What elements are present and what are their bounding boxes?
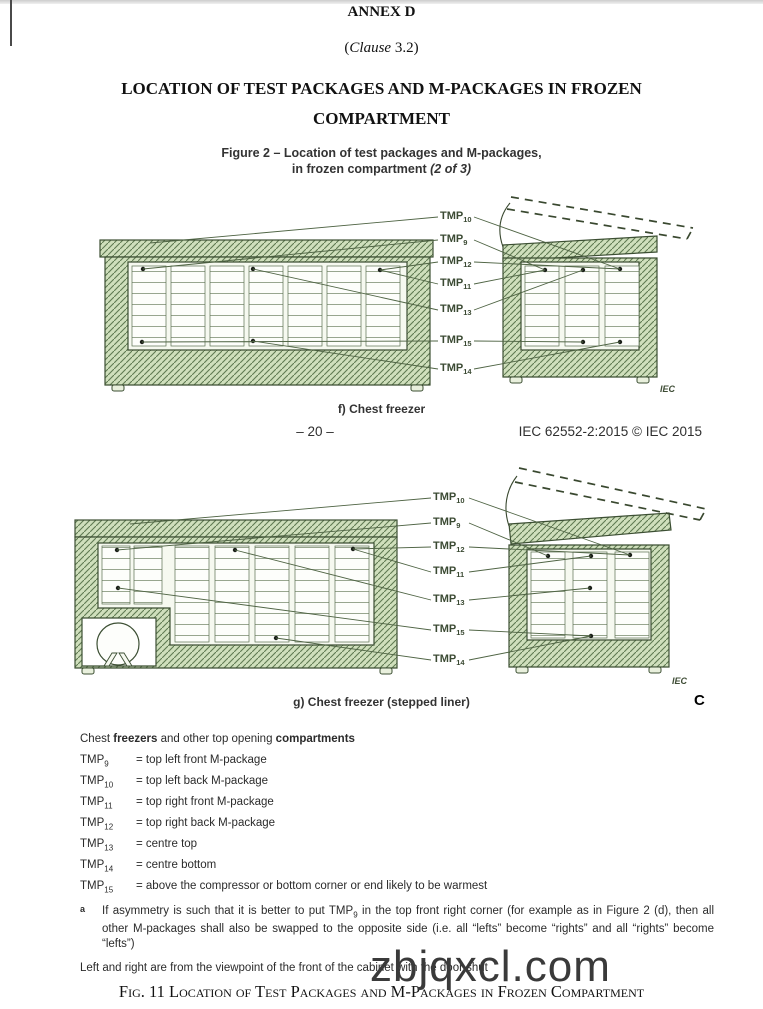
document-reference: IEC 62552-2:2015 © IEC 2015 bbox=[518, 424, 702, 439]
tmp-label bbox=[440, 277, 471, 291]
legend-heading-part: Chest bbox=[80, 733, 114, 745]
legend-block bbox=[80, 733, 720, 974]
legend-item bbox=[80, 775, 720, 796]
tmp-definition: = top left back M-package bbox=[136, 775, 269, 787]
figure-g-caption: g) Chest freezer (stepped liner) bbox=[293, 695, 470, 709]
tmp-base: TMP bbox=[440, 233, 464, 245]
tmp-sub: 9 bbox=[456, 521, 461, 531]
tmp-label bbox=[440, 233, 467, 247]
annex-title: ANNEX D bbox=[347, 4, 416, 20]
tmp-base: TMP bbox=[440, 334, 464, 346]
chest-freezer-front-view bbox=[100, 240, 433, 391]
tmp-base: TMP bbox=[440, 362, 464, 374]
tmp-term: $TMP_{13}$ bbox=[80, 838, 114, 853]
watermark: zbjqxcl.com bbox=[370, 942, 611, 991]
viewpoint-note: Left and right are from the viewpoint of the front of the cabinet with the door shut bbox=[80, 962, 488, 975]
legend-item bbox=[80, 817, 720, 838]
legend-item bbox=[80, 754, 720, 775]
tmp-label bbox=[440, 303, 472, 317]
legend-item bbox=[80, 796, 720, 817]
tmp-sub: 10 bbox=[456, 496, 465, 506]
tmp-term: $TMP_{11}$ bbox=[80, 796, 113, 811]
tmp-label bbox=[433, 540, 465, 554]
corner-mark: C bbox=[694, 692, 705, 709]
tmp-sub: 10 bbox=[463, 215, 472, 225]
tmp-sub: 14 bbox=[463, 367, 472, 377]
figure-2-title-line2 bbox=[0, 161, 763, 177]
tmp-sub: 14 bbox=[456, 658, 465, 668]
legend-item bbox=[80, 859, 720, 880]
iec-mark: IEC bbox=[660, 384, 676, 394]
tmp-label bbox=[433, 491, 465, 505]
tmp-label bbox=[440, 210, 472, 224]
tmp-label bbox=[433, 516, 460, 530]
main-title bbox=[0, 74, 763, 134]
tmp-sub: 12 bbox=[463, 260, 472, 270]
clause-rest: 3.2) bbox=[391, 40, 419, 56]
tmp-base: TMP bbox=[440, 210, 464, 222]
stepped-freezer-front-view bbox=[75, 520, 397, 674]
tmp-definition: = centre bottom bbox=[136, 859, 217, 871]
legend-item bbox=[80, 838, 720, 859]
tmp-term: $TMP_{14}$ bbox=[80, 859, 114, 874]
footnote-text: If asymmetry is such that it is better to put $TMP_9$ in the top front right corner (for example as in Figure 2 (d), then all other M-packages shall also be swapped to the opposite side (i.e. all “lefts” become “rights” and all “rights” become “lefts”) bbox=[102, 905, 715, 951]
clause-open: ( bbox=[344, 40, 350, 56]
tmp-definition: = top right front M-package bbox=[136, 796, 274, 808]
tmp-term: $TMP_{15}$ bbox=[80, 880, 114, 895]
tmp-base: TMP bbox=[433, 491, 457, 503]
tmp-sub: 11 bbox=[463, 282, 472, 292]
legend-item bbox=[80, 880, 720, 901]
figure-2-title-sheet-count: (2 of 3) bbox=[430, 162, 472, 176]
figure-2-title-line2-text: in frozen compartment bbox=[291, 162, 431, 176]
tmp-sub: 15 bbox=[463, 339, 472, 349]
tmp-term: $TMP_{12}$ bbox=[80, 817, 114, 832]
tmp-label bbox=[440, 362, 472, 376]
legend-heading-part-bold: compartments bbox=[275, 733, 355, 745]
legend-heading bbox=[80, 733, 720, 745]
tmp-term: $TMP_9$ bbox=[80, 754, 109, 769]
fig11-caption: Fig. 11 Location of Test Packages and M-Packages in Frozen Compartment bbox=[118, 982, 645, 1001]
page-number: – 20 – bbox=[296, 424, 334, 439]
tmp-label bbox=[440, 255, 472, 269]
tmp-base: TMP bbox=[433, 565, 457, 577]
clause-reference bbox=[0, 40, 763, 57]
tmp-base: TMP bbox=[440, 277, 464, 289]
tmp-term: $TMP_{10}$ bbox=[80, 775, 114, 790]
clause-word: Clause bbox=[349, 40, 392, 56]
chest-freezer-diagram bbox=[60, 195, 763, 400]
tmp-base: TMP bbox=[433, 516, 457, 528]
tmp-sub: 11 bbox=[456, 570, 465, 580]
iec-mark: IEC bbox=[672, 676, 688, 686]
tmp-label bbox=[433, 623, 465, 637]
figure-2-title-line1: Figure 2 – Location of test packages and M-packages, bbox=[221, 146, 542, 160]
tmp-base: TMP bbox=[433, 593, 457, 605]
legend-heading-part-bold: freezers bbox=[113, 733, 158, 745]
tmp-base: TMP bbox=[440, 303, 464, 315]
tmp-label bbox=[433, 565, 464, 579]
tmp-definition: = top right back M-package bbox=[136, 817, 276, 829]
tmp-base: TMP bbox=[433, 540, 457, 552]
tmp-base: TMP bbox=[433, 623, 457, 635]
figure-2-title bbox=[0, 145, 763, 177]
legend-heading-part: and other top opening bbox=[157, 733, 276, 745]
tmp-sub: 13 bbox=[456, 598, 465, 608]
tmp-label bbox=[433, 593, 465, 607]
footnote-marker: a bbox=[80, 904, 86, 914]
tmp-sub: 15 bbox=[456, 628, 465, 638]
tmp-label bbox=[433, 653, 465, 667]
tmp-sub: 13 bbox=[463, 308, 472, 318]
main-title-line2: COMPARTMENT bbox=[313, 109, 450, 128]
main-title-line1: LOCATION OF TEST PACKAGES AND M-PACKAGES IN FROZEN bbox=[121, 79, 642, 98]
chest-freezer-stepped-diagram bbox=[60, 460, 763, 695]
stepped-freezer-side-view bbox=[506, 468, 706, 673]
tmp-label bbox=[440, 334, 472, 348]
tmp-base: TMP bbox=[440, 255, 464, 267]
tmp-base: TMP bbox=[433, 653, 457, 665]
tmp-definition: = top left front M-package bbox=[136, 754, 267, 766]
tmp-definition: = above the compressor or bottom corner or end likely to be warmest bbox=[136, 880, 488, 892]
tmp-sub: 12 bbox=[456, 545, 465, 555]
tmp-definition: = centre top bbox=[136, 838, 198, 850]
compressor-icon bbox=[97, 623, 139, 665]
figure-f-caption: f) Chest freezer bbox=[337, 402, 426, 416]
tmp-sub: 9 bbox=[463, 238, 468, 248]
